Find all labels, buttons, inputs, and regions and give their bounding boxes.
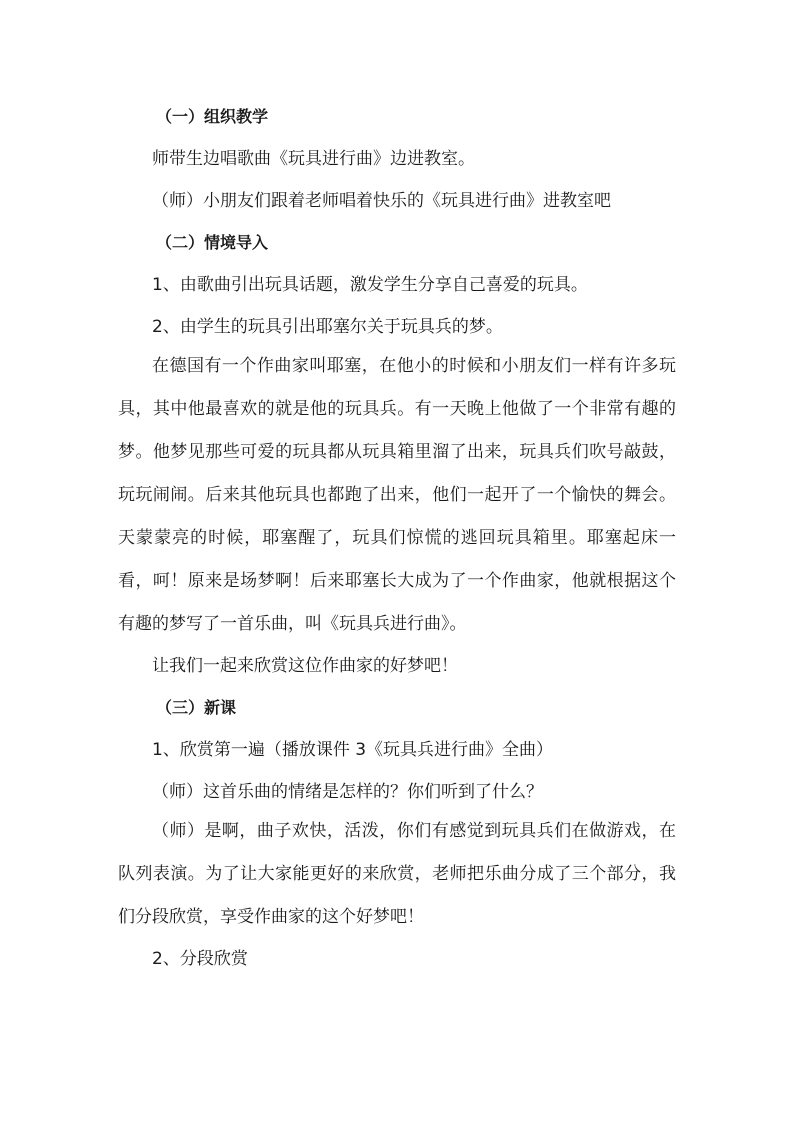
paragraph: （师）小朋友们跟着老师唱着快乐的《玩具进行曲》进教室吧 xyxy=(152,191,611,211)
paragraph: 1、欣赏第一遍（播放课件 3《玩具兵进行曲》全曲） xyxy=(152,740,554,760)
paragraph: 2、由学生的玩具引出耶塞尔关于玩具兵的梦。 xyxy=(152,317,503,337)
paragraph: 2、分段欣赏 xyxy=(152,949,248,969)
section-heading-2: （二）情境导入 xyxy=(156,233,269,252)
section-heading-3: （三）新课 xyxy=(156,698,237,717)
section-heading-1: （一）组织教学 xyxy=(156,107,269,126)
paragraph: 1、由歌曲引出玩具话题，激发学生分享自己喜爱的玩具。 xyxy=(152,275,588,295)
story-paragraph: 在德国有一个作曲家叫耶塞，在他小的时候和小朋友们一样有许多玩具，其中他最喜欢的就是他的玩具兵。有一天晚上他做了一个非常有趣的梦。他梦见那些可爱的玩具都从玩具箱里溜了出来，玩具兵们吹号敲鼓，玩玩闹闹。后来其他玩具也都跑了出来，他们一起开了一个愉快的舞会。天蒙蒙亮的时候，耶塞醒了，玩具们惊慌的逃回玩具箱里。耶塞起床一看，呵！原来是场梦啊！后来耶塞长大成为了一个作曲家，他就根据这个有趣的梦写了一首乐曲，叫《玩具兵进行曲》。 xyxy=(118,356,676,634)
paragraph: 师带生边唱歌曲《玩具进行曲》边进教室。 xyxy=(152,149,475,169)
paragraph: （师）是啊，曲子欢快，活泼，你们有感觉到玩具兵们在做游戏，在队列表演。为了让大家能更好的来欣赏，老师把乐曲分成了三个部分，我们分段欣赏，享受作曲家的这个好梦吧！ xyxy=(118,821,676,927)
paragraph: （师）这首乐曲的情绪是怎样的？你们听到了什么？ xyxy=(152,782,543,802)
paragraph: 让我们一起来欣赏这位作曲家的好梦吧！ xyxy=(152,656,458,676)
